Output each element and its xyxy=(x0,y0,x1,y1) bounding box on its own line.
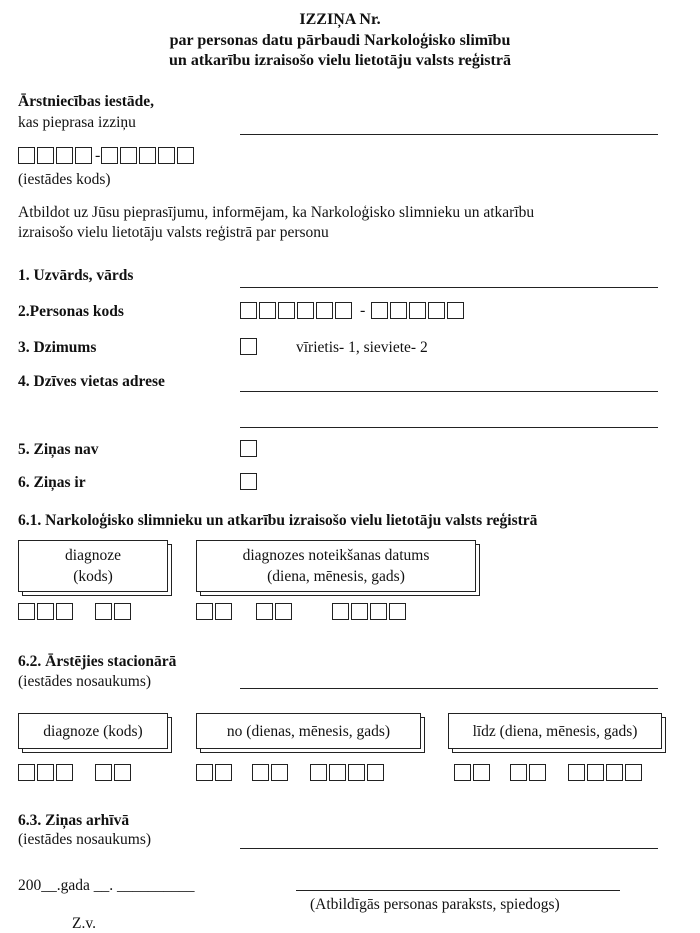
info-box[interactable] xyxy=(240,473,259,490)
hospital-to-header xyxy=(448,713,662,749)
diagnosis-code-header-line2: (kods) xyxy=(73,568,113,585)
institution-code-caption: (iestādes kods) xyxy=(18,171,111,188)
signature-caption: (Atbildīgās personas paraksts, spiedogs) xyxy=(310,896,560,913)
intro-line2: izraisošo vielu lietotāju valsts reģistrā par personu xyxy=(18,224,329,241)
document-subtitle-line1: par personas datu pārbaudi Narkoloģisko slimību xyxy=(169,32,511,49)
institution-code-boxes[interactable] xyxy=(18,147,196,164)
diagnosis-code-boxes[interactable] xyxy=(18,603,133,620)
hospital-to-header-text: līdz (diena, mēnesis, gads) xyxy=(472,722,638,740)
document-title: IZZIŅA Nr. xyxy=(299,11,381,28)
gender-box[interactable] xyxy=(240,338,259,355)
hospital-from-header xyxy=(196,713,421,749)
gender-label: 3. Dzimums xyxy=(18,339,97,356)
personal-code-label: 2.Personas kods xyxy=(18,303,124,320)
name-label: 1. Uzvārds, vārds xyxy=(18,267,134,284)
institution-name-line[interactable] xyxy=(240,134,658,135)
institution-code-dash: - xyxy=(95,147,101,164)
stamp-label: Z.v. xyxy=(72,915,96,932)
hospital-diagnosis-header-text: diagnoze (kods) xyxy=(43,722,143,740)
address-line-2[interactable] xyxy=(240,427,658,428)
no-info-box[interactable] xyxy=(240,440,259,457)
diagnosis-date-header xyxy=(196,540,476,592)
hospital-to-boxes[interactable] xyxy=(454,764,644,781)
institution-heading: Ārstniecības iestāde, xyxy=(18,93,155,110)
diagnosis-date-header-line1: diagnozes noteikšanas datums xyxy=(242,547,430,564)
section-6-3-subtext: (iestādes nosaukums) xyxy=(18,831,152,848)
document-subtitle-line2: un atkarību izraisošo vielu lietotāju valsts reģistrā xyxy=(169,52,511,69)
section-6-2-heading: 6.2. Ārstējies stacionārā xyxy=(18,653,177,670)
address-label: 4. Dzīves vietas adrese xyxy=(18,373,165,390)
hospital-from-header-text: no (dienas, mēnesis, gads) xyxy=(226,722,391,740)
no-info-label: 5. Ziņas nav xyxy=(18,441,99,458)
personal-code-dash: - xyxy=(360,302,366,319)
diagnosis-code-header-line1: diagnoze xyxy=(65,547,121,564)
hospital-diagnosis-header xyxy=(18,713,168,749)
personal-code-boxes[interactable] xyxy=(240,302,466,319)
signature-line[interactable] xyxy=(296,890,620,891)
diagnosis-code-header xyxy=(18,540,168,592)
name-line[interactable] xyxy=(240,287,658,288)
address-line-1[interactable] xyxy=(240,391,658,392)
hospital-from-boxes[interactable] xyxy=(196,764,386,781)
hospital-diagnosis-boxes[interactable] xyxy=(18,764,133,781)
hospital-name-line[interactable] xyxy=(240,688,658,689)
section-6-1-heading: 6.1. Narkoloģisko slimnieku un atkarību izraisošo vielu lietotāju valsts reģistrā xyxy=(18,512,538,529)
intro-line1: Atbildot uz Jūsu pieprasījumu, informējam, ka Narkoloģisko slimnieku un atkarību xyxy=(18,204,535,221)
diagnosis-date-header-line2: (diena, mēnesis, gads) xyxy=(267,568,405,585)
diagnosis-date-boxes[interactable] xyxy=(196,603,408,620)
info-label: 6. Ziņas ir xyxy=(18,474,86,491)
gender-hint: vīrietis- 1, sieviete- 2 xyxy=(296,339,428,356)
date-line[interactable]: 200__.gada __. __________ xyxy=(18,877,195,894)
institution-subtext: kas pieprasa izziņu xyxy=(18,114,136,131)
section-6-2-subtext: (iestādes nosaukums) xyxy=(18,673,152,690)
archive-name-line[interactable] xyxy=(240,848,658,849)
section-6-3-heading: 6.3. Ziņas arhīvā xyxy=(18,812,130,829)
